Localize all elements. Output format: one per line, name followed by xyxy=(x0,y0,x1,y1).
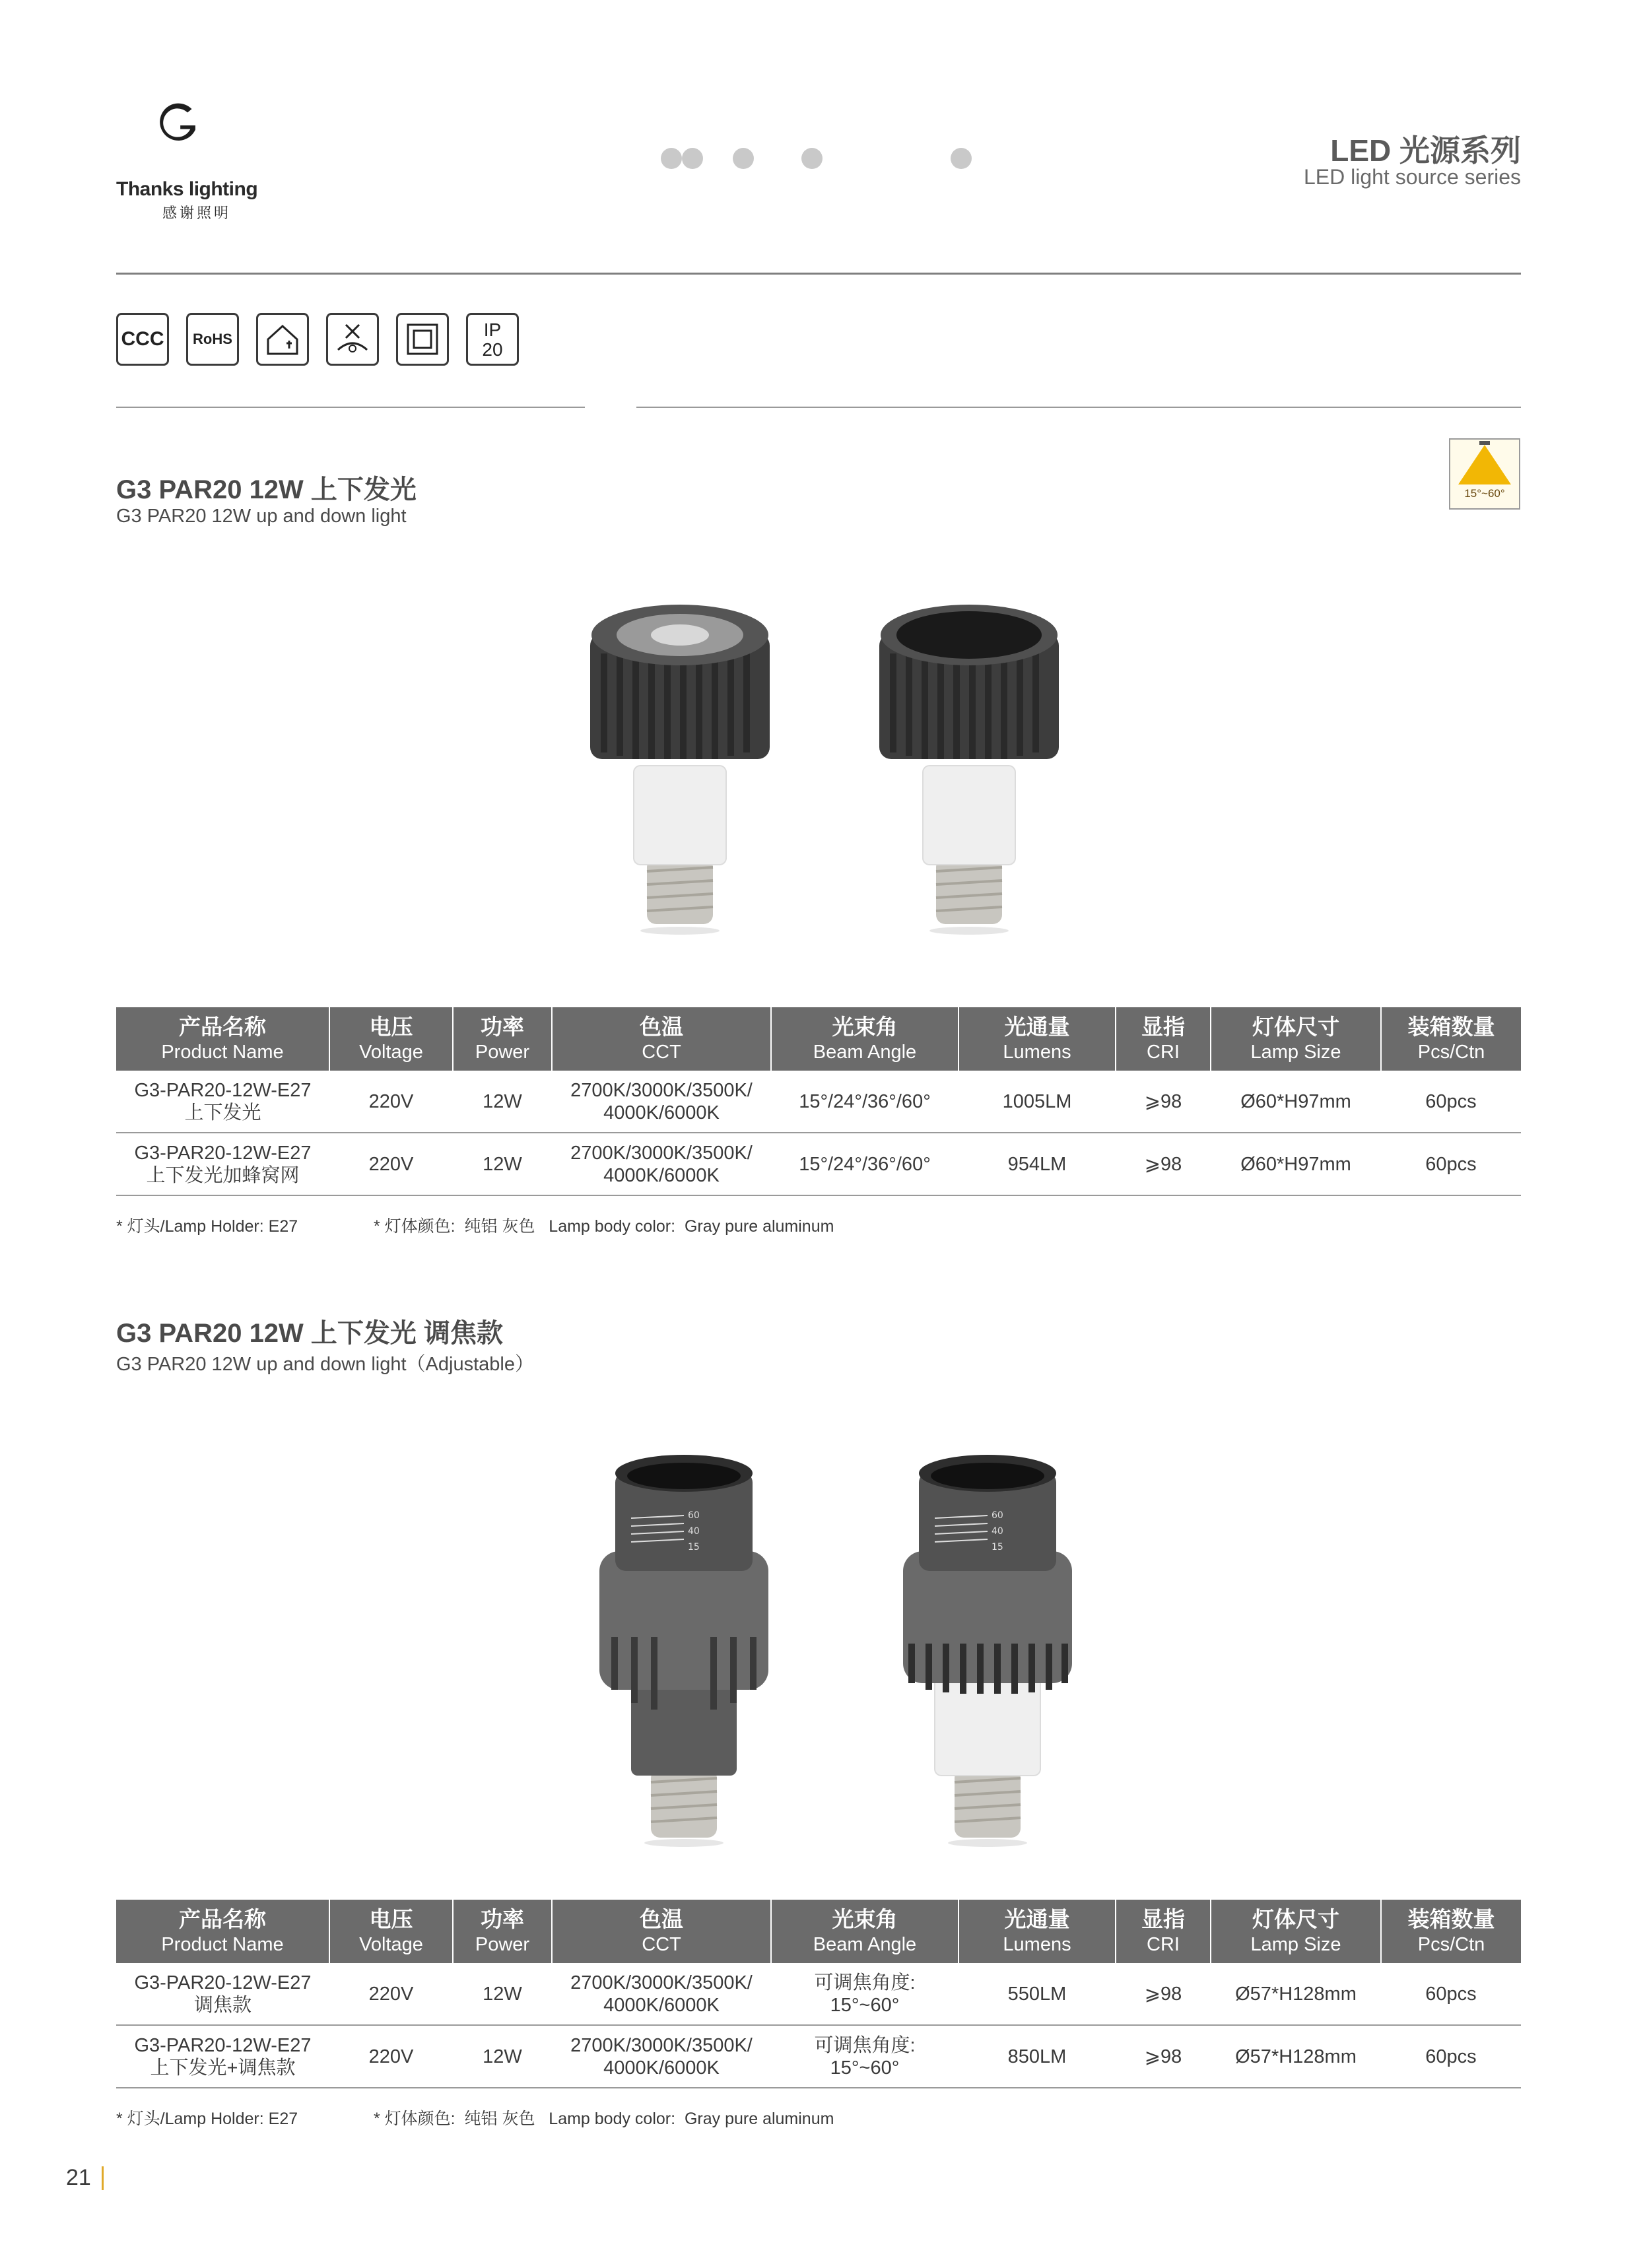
note-body-color: * 灯体颜色: 纯铝 灰色 Lamp body color: Gray pure aluminum xyxy=(374,2110,834,2128)
section2-subtitle: G3 PAR20 12W up and down light（Adjustable） xyxy=(116,1354,534,1375)
section-divider-right xyxy=(636,407,1521,408)
ip20-icon: IP 20 xyxy=(466,313,519,366)
col-header: 光束角 Beam Angle xyxy=(771,1900,959,1963)
spec-table-1 xyxy=(116,1007,1521,1196)
beam-angle-label: 15°~60° xyxy=(1464,487,1505,500)
brand-name: Thanks lighting xyxy=(116,178,258,200)
product-image-adjustable-up-down-light xyxy=(889,1452,1087,1848)
col-header: 产品名称 Product Name xyxy=(116,1007,329,1071)
note-lamp-holder: * 灯头/Lamp Holder: E27 xyxy=(116,1217,298,1236)
col-header: 功率 Power xyxy=(453,1900,552,1963)
decor-dot xyxy=(733,148,754,169)
col-header: 色温 CCT xyxy=(552,1007,771,1071)
cell-voltage: 220V xyxy=(329,2025,453,2088)
scale-mark: 40 xyxy=(992,1526,1003,1537)
col-header: 功率 Power xyxy=(453,1007,552,1071)
cell-power: 12W xyxy=(453,1133,552,1195)
section1-title: G3 PAR20 12W 上下发光 xyxy=(116,475,417,504)
spec-table-2 xyxy=(116,1900,1521,2088)
col-header: 灯体尺寸 Lamp Size xyxy=(1211,1007,1381,1071)
scale-mark: 15 xyxy=(992,1542,1003,1552)
col-header: 产品名称 Product Name xyxy=(116,1900,329,1963)
section2-title: G3 PAR20 12W 上下发光 调焦款 xyxy=(116,1319,504,1348)
product-image-up-down-light-honeycomb xyxy=(870,594,1068,937)
col-header: 装箱数量 Pcs/Ctn xyxy=(1381,1007,1521,1071)
col-header: 灯体尺寸 Lamp Size xyxy=(1211,1900,1381,1963)
cell-cct: 2700K/3000K/3500K/ 4000K/6000K xyxy=(552,1963,771,2025)
double-insulation-icon xyxy=(396,313,449,366)
col-header: 光束角 Beam Angle xyxy=(771,1007,959,1071)
table-header-row xyxy=(116,1007,1521,1071)
decor-dot xyxy=(951,148,972,169)
table-header-row xyxy=(116,1900,1521,1963)
section-divider-left xyxy=(116,407,585,408)
col-header: 显指 CRI xyxy=(1116,1900,1211,1963)
cell-power: 12W xyxy=(453,1963,552,2025)
cell-pcs: 60pcs xyxy=(1381,1071,1521,1133)
cell-cct: 2700K/3000K/3500K/ 4000K/6000K xyxy=(552,1071,771,1133)
ccc-icon: CCC xyxy=(116,313,169,366)
note-body-color: * 灯体颜色: 纯铝 灰色 Lamp body color: Gray pure aluminum xyxy=(374,1217,834,1236)
cell-cri: ⩾98 xyxy=(1116,2025,1211,2088)
cell-cct: 2700K/3000K/3500K/ 4000K/6000K xyxy=(552,1133,771,1195)
cell-pcs: 60pcs xyxy=(1381,1133,1521,1195)
page-number-bar xyxy=(102,2166,104,2190)
cell-power: 12W xyxy=(453,1071,552,1133)
indoor-use-icon xyxy=(256,313,309,366)
product-image-adjustable-light xyxy=(585,1452,783,1848)
cell-lumens: 850LM xyxy=(959,2025,1116,2088)
cell-lumens: 954LM xyxy=(959,1133,1116,1195)
col-header: 电压 Voltage xyxy=(329,1007,453,1071)
scale-mark: 60 xyxy=(992,1510,1003,1521)
cell-lamp-size: Ø57*H128mm xyxy=(1211,2025,1381,2088)
decor-dot xyxy=(801,148,823,169)
col-header: 显指 CRI xyxy=(1116,1007,1211,1071)
cell-lamp-size: Ø60*H97mm xyxy=(1211,1133,1381,1195)
series-title: LED 光源系列 xyxy=(1330,133,1521,168)
cell-lamp-size: Ø57*H128mm xyxy=(1211,1963,1381,2025)
decor-dot xyxy=(661,148,682,169)
scale-mark: 15 xyxy=(688,1542,700,1552)
cell-lumens: 1005LM xyxy=(959,1071,1116,1133)
col-header: 装箱数量 Pcs/Ctn xyxy=(1381,1900,1521,1963)
col-header: 电压 Voltage xyxy=(329,1900,453,1963)
cell-cct: 2700K/3000K/3500K/ 4000K/6000K xyxy=(552,2025,771,2088)
scale-mark: 40 xyxy=(688,1526,700,1537)
cell-pcs: 60pcs xyxy=(1381,2025,1521,2088)
cell-voltage: 220V xyxy=(329,1963,453,2025)
cell-cri: ⩾98 xyxy=(1116,1133,1211,1195)
series-subtitle: LED light source series xyxy=(1303,165,1521,189)
cell-cri: ⩾98 xyxy=(1116,1071,1211,1133)
brand-name-cn: 感谢照明 xyxy=(162,205,232,221)
cell-product-name: G3-PAR20-12W-E27 调焦款 xyxy=(116,1963,329,2025)
rohs-icon: RoHS xyxy=(186,313,239,366)
cell-power: 12W xyxy=(453,2025,552,2088)
cell-lumens: 550LM xyxy=(959,1963,1116,2025)
cell-lamp-size: Ø60*H97mm xyxy=(1211,1071,1381,1133)
col-header: 光通量 Lumens xyxy=(959,1007,1116,1071)
page-number: 21 xyxy=(66,2165,91,2190)
cell-cri: ⩾98 xyxy=(1116,1963,1211,2025)
cell-pcs: 60pcs xyxy=(1381,1963,1521,2025)
brand-logo xyxy=(153,99,239,177)
cell-product-name: G3-PAR20-12W-E27 上下发光加蜂窝网 xyxy=(116,1133,329,1195)
table-row xyxy=(116,1963,1521,2025)
product-image-up-down-light xyxy=(581,594,779,937)
decor-dot xyxy=(682,148,703,169)
table-row xyxy=(116,1133,1521,1195)
section1-subtitle: G3 PAR20 12W up and down light xyxy=(116,506,407,527)
table-row xyxy=(116,1071,1521,1133)
cell-beam-angle: 可调焦角度: 15°~60° xyxy=(771,2025,959,2088)
col-header: 光通量 Lumens xyxy=(959,1900,1116,1963)
cell-product-name: G3-PAR20-12W-E27 上下发光 xyxy=(116,1071,329,1133)
cell-beam-angle: 15°/24°/36°/60° xyxy=(771,1133,959,1195)
cell-beam-angle: 15°/24°/36°/60° xyxy=(771,1071,959,1133)
note-lamp-holder: * 灯头/Lamp Holder: E27 xyxy=(116,2110,298,2128)
col-header: 色温 CCT xyxy=(552,1900,771,1963)
cell-beam-angle: 可调焦角度: 15°~60° xyxy=(771,1963,959,2025)
no-insulation-cover-icon xyxy=(326,313,379,366)
table-row xyxy=(116,2025,1521,2088)
beam-angle-badge xyxy=(1449,438,1520,510)
scale-mark: 60 xyxy=(688,1510,700,1521)
header-divider xyxy=(116,273,1521,275)
cell-voltage: 220V xyxy=(329,1071,453,1133)
cell-product-name: G3-PAR20-12W-E27 上下发光+调焦款 xyxy=(116,2025,329,2088)
cell-voltage: 220V xyxy=(329,1133,453,1195)
